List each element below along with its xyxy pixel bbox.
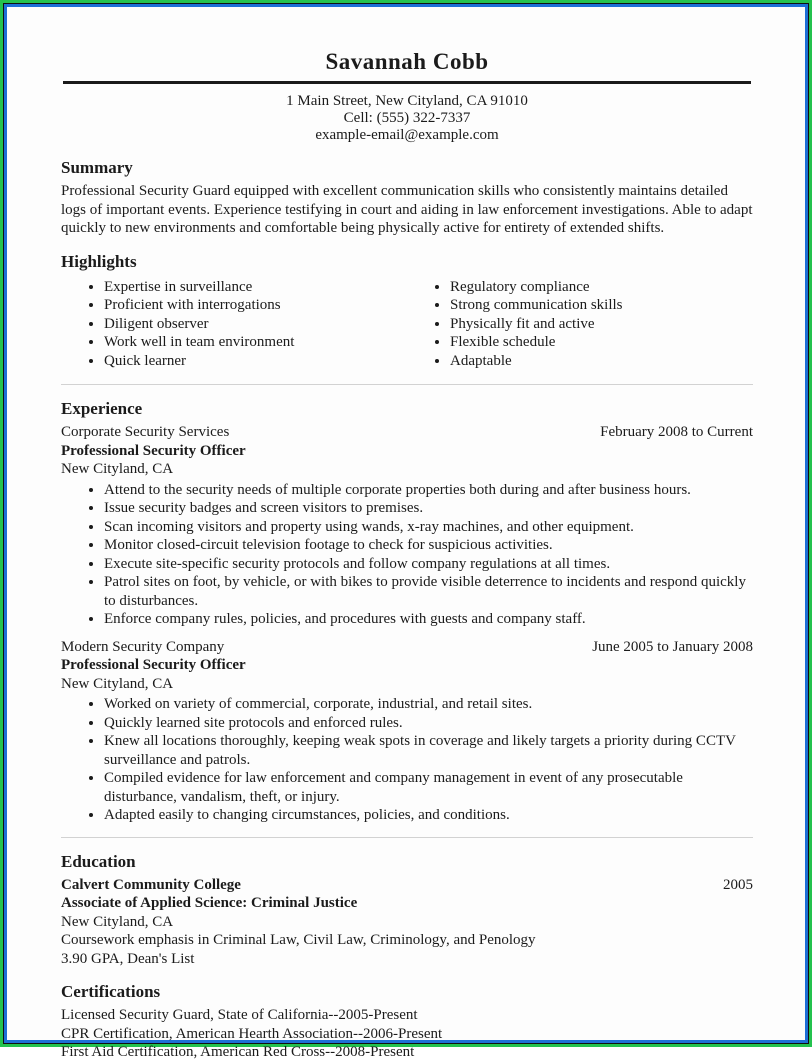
highlight-item: • Diligent observer [104,315,407,334]
education-gpa: 3.90 GPA, Dean's List [61,950,195,967]
highlight-item: • Adaptable [450,352,753,371]
highlight-item: • Quick learner [104,352,407,371]
job-bullet: • Monitor closed-circuit television footage to check for suspicious activities. [104,536,753,555]
highlights-heading: Highlights [61,251,137,271]
highlight-item: • Regulatory compliance [450,278,753,297]
job-entry-1 [61,423,753,629]
resume-page [7,7,805,1060]
job-header-row [61,423,753,442]
job-bullet: • Execute site-specific security protocols and follow company regulations at all times. [104,555,753,574]
education-school: Calvert Community College [61,876,241,893]
summary-text: Professional Security Guard equipped with excellent communication skills who consistently maintains detailed logs of important events. Experience testifying in court and aiding in law enforcement investigations. Able to adapt quickly to new environments and comfortable being physically active for entirety of extended shifts. [61,183,753,236]
job-entry-2 [61,638,753,825]
job-bullet-list [61,695,753,825]
education-coursework: Coursework emphasis in Criminal Law, Civil Law, Criminology, and Penology [61,932,536,948]
resume-name: Savannah Cobb [325,49,489,74]
education-heading: Education [61,851,136,871]
highlight-item: • Flexible schedule [450,333,753,352]
page-frame-mid [3,3,809,1060]
job-company: Corporate Security Services [61,424,230,440]
job-dates: February 2008 to Current [600,424,753,440]
certification-item: First Aid Certification, American Red Cross--2008-Present [61,1044,415,1060]
summary-heading: Summary [61,158,133,177]
experience-divider [61,384,753,385]
certification-item: CPR Certification, American Hearth Association--2006-Present [61,1025,443,1042]
highlights-columns [61,276,753,373]
job-header-row [61,638,753,657]
name-double-rule [63,81,751,84]
job-bullet: • Issue security badges and screen visitors to premises. [104,499,753,518]
highlight-item: • Strong communication skills [450,296,753,315]
contact-phone: Cell: (555) 322-7337 [343,110,471,126]
job-bullet: • Worked on variety of commercial, corporate, industrial, and retail sites. [104,695,753,714]
job-bullet: • Adapted easily to changing circumstances, policies, and conditions. [104,806,753,825]
education-header-row [61,876,753,895]
contact-address: 1 Main Street, New Cityland, CA 91010 [286,93,528,109]
job-location: New Cityland, CA [61,675,174,692]
job-bullet: • Patrol sites on foot, by vehicle, or with bikes to provide visible deterrence to incidents and respond quickly to disturbances. [104,573,753,610]
job-bullet: • Quickly learned site protocols and enforced rules. [104,714,753,733]
education-year: 2005 [723,876,753,893]
job-bullet: • Knew all locations thoroughly, keeping weak spots in coverage and likely targets a priority during CCTV surveillance and patrols. [104,732,753,769]
page-frame-inner [4,4,808,1060]
education-degree: Associate of Applied Science: Criminal Justice [61,895,358,911]
highlight-item: • Work well in team environment [104,333,407,352]
highlight-item: • Expertise in surveillance [104,278,407,297]
job-company: Modern Security Company [61,638,225,655]
highlights-column-1 [61,278,407,371]
job-bullet: • Compiled evidence for law enforcement and company management in event of any prosecutable disturbance, vandalism, theft, or injury. [104,769,753,806]
job-bullet: • Attend to the security needs of multiple corporate properties both during and after business hours. [104,481,753,500]
certifications-heading: Certifications [61,982,161,1001]
highlights-column-2 [407,278,753,371]
experience-heading: Experience [61,399,143,418]
certification-item: Licensed Security Guard, State of California--2005-Present [61,1007,418,1023]
job-dates: June 2005 to January 2008 [592,638,753,655]
job-bullet: • Enforce company rules, policies, and procedures with guests and company staff. [104,610,753,629]
job-bullet-list [61,481,753,629]
contact-email: example-email@example.com [315,127,499,143]
job-title: Professional Security Officer [61,442,246,459]
education-location: New Cityland, CA [61,913,174,930]
job-title: Professional Security Officer [61,657,246,673]
job-location: New Cityland, CA [61,461,174,477]
education-divider [61,837,753,838]
highlight-item: • Proficient with interrogations [104,296,407,315]
highlight-item: • Physically fit and active [450,315,753,334]
job-bullet: • Scan incoming visitors and property using wands, x-ray machines, and other equipment. [104,518,753,537]
